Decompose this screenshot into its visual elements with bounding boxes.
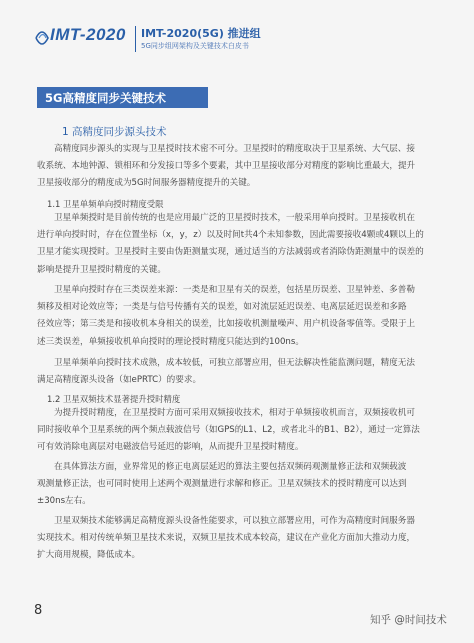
header-subtitle: 5G同步组网架构及关键技术白皮书: [141, 42, 249, 50]
paragraph-6: [37, 459, 439, 511]
header-divider: [135, 26, 136, 52]
paragraph-line: 径效应等；第三类是和接收机本身相关的误差，比如接收机测量噪声、用户机设备零值等。受限于上: [37, 319, 416, 330]
paragraph-line: 收系统、本地钟源、锁相环和分发接口等多个要素，其中卫星接收部分对精度的影响比重最大，提升: [37, 161, 416, 172]
paragraph-line: 扩大商用规模，降低成本。: [37, 550, 141, 561]
section-heading: 1 高精度同步源头技术: [62, 126, 167, 138]
paragraph-line: 影响是提升卫星授时精度的关键。: [37, 264, 166, 275]
page-header: [0, 0, 474, 70]
paragraph-line: 卫星单向授时存在三类误差来源：一类是和卫星有关的误差，包括星历误差、卫星钟差、多普勒: [54, 285, 415, 295]
paragraph-line: 卫星双频技术能够满足高精度源头设备性能要求，可以独立部署应用，可作为高精度时间服务器: [54, 516, 415, 526]
subsection-heading: 1.2 卫星双频技术显著提升授时精度: [47, 394, 181, 404]
paragraph-line: 满足高精度源头设备（如ePRTC）的要求。: [37, 375, 202, 386]
paragraph-5: [37, 405, 439, 457]
watermark-text: 知乎 @时间技术: [370, 614, 447, 626]
paragraph-line: 在具体算法方面，业界常见的修正电离层延迟的算法主要包括双频码观测量修正法和双频载波: [54, 462, 407, 472]
paragraph-line: 进行单向授时时，存在位置坐标（x，y，z）以及时间t共4个未知参数，因此需要接收4颗或4颗以上的: [37, 230, 424, 241]
paragraph-3: [37, 282, 439, 351]
paragraph-line: 述三类误差，单频接收机单向授时的理论授时精度只能达到约100ns。: [37, 336, 304, 347]
logo-text: IMT-2020: [50, 25, 126, 44]
paragraph-line: 频移及相对论效应等；一类是与信号传播有关的误差，如对流层延迟误差、电离层延迟误差和多路: [37, 302, 407, 313]
section-banner: [37, 87, 208, 108]
paragraph-line: 卫星单频单向授时技术成熟，成本较低，可独立部署应用，但无法解决性能监测问题，精度无法: [54, 358, 415, 368]
paragraph-line: 卫星才能实现授时。卫星授时主要由伪距测量实现，通过适当的方法减弱或者消除伪距测量中的误差的: [37, 247, 424, 258]
paragraph-line: 观测量修正法，也可同时使用上述两个观测量进行求解和修正。卫星双频技术的授时精度可以达到: [37, 479, 407, 490]
paragraph-line: ±30ns左右。: [37, 496, 91, 507]
paragraph-line: 卫星接收部分的精度成为5G时间服务器精度提升的关键。: [37, 178, 256, 189]
paragraph-line: 为提升授时精度，在卫星授时方面可采用双频接收技术，相对于单频接收机而言，双频接收机可: [54, 408, 415, 418]
subsection-heading: 1.1 卫星单频单向授时精度受限: [47, 199, 164, 209]
page-number: 8: [34, 603, 43, 618]
paragraph-1: [37, 141, 439, 193]
header-title: IMT-2020(5G) 推进组: [141, 27, 261, 40]
paragraph-line: 卫星单频授时是目前传统的也是应用最广泛的卫星授时技术，一般采用单向授时。卫星接收机在: [54, 213, 415, 223]
paragraph-line: 实现技术。相对传统单频卫星技术来说，双频卫星技术成本较高，建议在产业化方面加大推动力度，: [37, 533, 416, 544]
paragraph-7: [37, 513, 439, 565]
paragraph-line: 同时接收单个卫星系统的两个频点载波信号（如GPS的L1、L2，或者北斗的B1、B2），通过一定算法: [37, 425, 420, 436]
paragraph-line: 高精度同步源头的实现与卫星授时技术密不可分。卫星授时的精度取决于卫星系统、大气层、接: [54, 144, 415, 154]
imt2020-logo: [34, 22, 132, 54]
paragraph-2: [37, 210, 439, 279]
paragraph-4: [37, 355, 439, 389]
paragraph-line: 可有效消除电离层对电磁波信号延迟的影响，从而提升卫星授时精度。: [37, 442, 304, 453]
section-banner-label: 5G高精度同步关键技术: [45, 91, 166, 105]
